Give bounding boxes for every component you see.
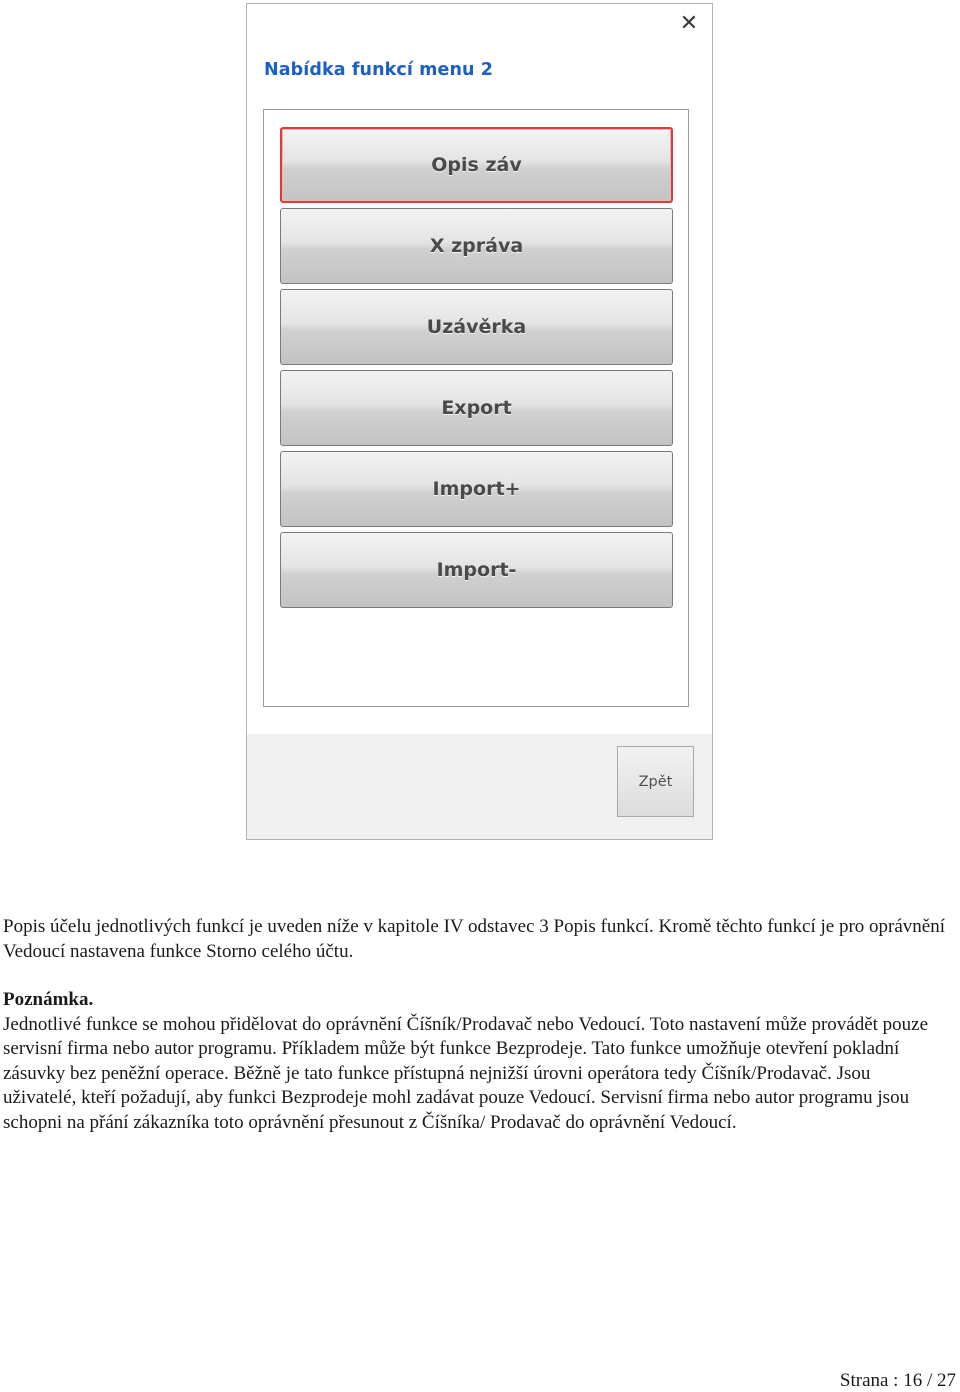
menu-dialog (246, 3, 713, 840)
note-paragraph (3, 988, 948, 1135)
dialog-footer (247, 734, 712, 839)
menu-button-uzaverka[interactable]: Uzávěrka (280, 289, 673, 365)
menu-button-import-minus[interactable]: Import- (280, 532, 673, 608)
menu-button-export[interactable]: Export (280, 370, 673, 446)
menu-list (280, 127, 674, 613)
note-heading: Poznámka. (3, 989, 94, 1010)
menu-panel (263, 109, 689, 707)
menu-button-x-zprava[interactable]: X zpráva (280, 208, 673, 284)
note-body: Jednotlivé funkce se mohou přidělovat do oprávnění Číšník/Prodavač nebo Vedoucí. Toto nastavení může provádět pouze servisní firma nebo autor programu. Příkladem může být funkce Bezprodeje. Tato funkce umožňuje otevření pokladní zásuvky bez peněžní operace. Běžně je tato funkce přístupná nejnižší úrovni operátora tedy Číšník/Prodavač. Jsou uživatelé, kteří požadují, aby funkci Bezprodeje mohl zadávat pouze Vedoucí. Servisní firma nebo autor programu jsou schopni na přání zákazníka toto oprávnění přesunout z Číšníka/ Prodavač do oprávnění Vedoucí. (3, 1013, 929, 1133)
close-icon[interactable]: ✕ (679, 10, 699, 36)
back-button[interactable]: Zpět (617, 746, 694, 817)
dialog-title: Nabídka funkcí menu 2 (264, 60, 494, 80)
page-number: Strana : 16 / 27 (839, 1370, 956, 1391)
intro-paragraph: Popis účelu jednotlivých funkcí je uveden níže v kapitole IV odstavec 3 Popis funkcí. Kromě těchto funkcí je pro oprávnění Vedoucí nastavena funkce Storno celého účtu. (3, 916, 946, 962)
menu-button-import-plus[interactable]: Import+ (280, 451, 673, 527)
menu-button-opis-zav[interactable]: Opis záv (280, 127, 673, 203)
